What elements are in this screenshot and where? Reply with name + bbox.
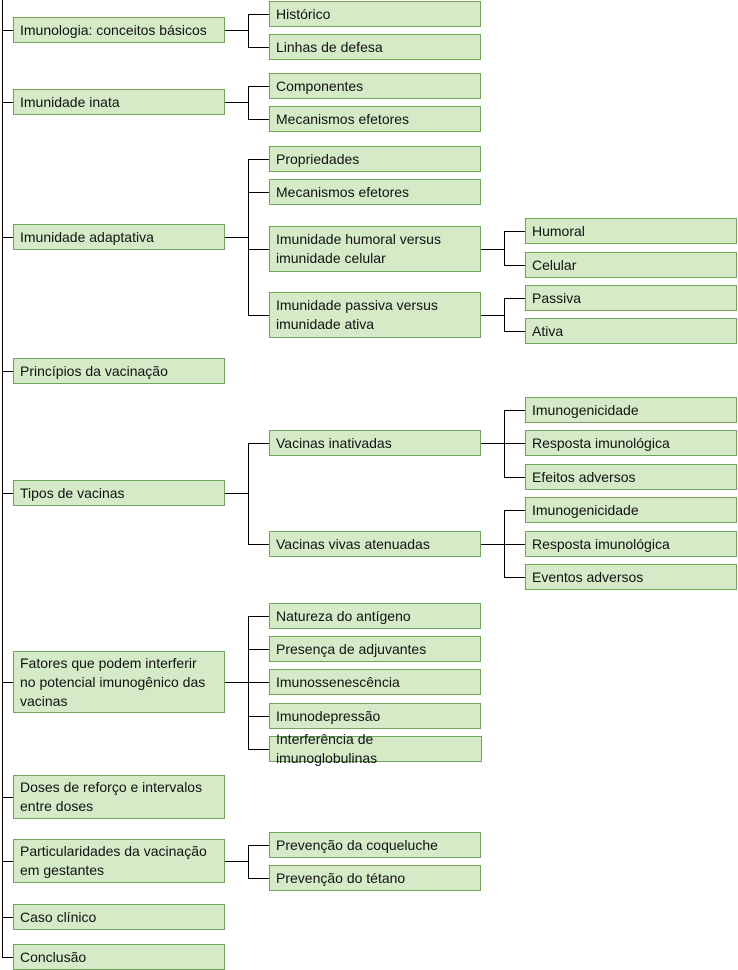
connector <box>504 231 525 232</box>
connector <box>2 237 13 238</box>
connector <box>248 249 269 250</box>
node-imunodepressao: Imunodepressão <box>269 703 481 729</box>
node-imunologia-conceitos-basicos: Imunologia: conceitos básicos <box>13 17 225 43</box>
node-historico: Histórico <box>269 1 481 27</box>
connector <box>248 159 269 160</box>
branch-spine <box>248 86 249 120</box>
connector <box>225 493 248 494</box>
connector <box>248 86 269 87</box>
branch-spine <box>248 845 249 879</box>
connector <box>248 682 269 683</box>
connector <box>504 544 525 545</box>
connector <box>2 682 13 683</box>
node-mecanismos-efetores: Mecanismos efetores <box>269 179 481 205</box>
connector <box>225 237 248 238</box>
node-linhas-de-defesa: Linhas de defesa <box>269 34 481 60</box>
connector <box>248 47 269 48</box>
connector <box>2 957 13 958</box>
node-vacinas-vivas-atenuadas: Vacinas vivas atenuadas <box>269 531 481 557</box>
connector <box>2 371 13 372</box>
node-interferencia-de-imunoglobulinas: Interferência de imunoglobulinas <box>269 736 482 762</box>
node-imunogenicidade: Imunogenicidade <box>525 397 737 423</box>
connector <box>504 265 525 266</box>
node-ativa: Ativa <box>525 318 737 344</box>
connector <box>504 510 525 511</box>
node-vacinas-inativadas: Vacinas inativadas <box>269 430 481 456</box>
connector <box>248 119 269 120</box>
connector <box>481 443 504 444</box>
connector <box>248 845 269 846</box>
branch-spine <box>248 14 249 48</box>
connector <box>504 443 525 444</box>
connector <box>504 477 525 478</box>
node-imunidade-adaptativa: Imunidade adaptativa <box>13 224 225 250</box>
node-eventos-adversos: Eventos adversos <box>525 564 737 590</box>
node-imunidade-inata: Imunidade inata <box>13 89 225 115</box>
connector <box>2 102 13 103</box>
connector <box>481 544 504 545</box>
node-caso-clinico: Caso clínico <box>13 904 225 930</box>
connector <box>2 797 13 798</box>
node-conclusao: Conclusão <box>13 944 225 970</box>
node-prevencao-do-tetano: Prevenção do tétano <box>269 865 481 891</box>
connector <box>504 331 525 332</box>
connector <box>248 616 269 617</box>
node-humoral: Humoral <box>525 218 737 244</box>
node-imunidade-passiva-versus-imunidade-ativa: Imunidade passiva versus imunidade ativa <box>269 292 481 338</box>
root-spine <box>2 0 3 957</box>
node-resposta-imunologica: Resposta imunológica <box>525 430 737 456</box>
connector <box>481 249 504 250</box>
connector <box>2 861 13 862</box>
connector <box>248 443 269 444</box>
node-imunidade-humoral-versus-imunidade-celular: Imunidade humoral versus imunidade celular <box>269 226 481 272</box>
connector <box>248 14 269 15</box>
connector <box>481 315 504 316</box>
branch-spine <box>248 159 249 316</box>
branch-spine <box>248 443 249 545</box>
node-doses-de-reforco-e-intervalos-entre-doses: Doses de reforço e intervalos entre doses <box>13 775 225 819</box>
connector <box>225 102 248 103</box>
connector <box>248 716 269 717</box>
node-imunogenicidade: Imunogenicidade <box>525 497 737 523</box>
node-celular: Celular <box>525 252 737 278</box>
node-particularidades-da-vacinacao-em-gestantes: Particularidades da vacinação em gestantes <box>13 839 225 883</box>
node-propriedades: Propriedades <box>269 146 481 172</box>
branch-spine <box>504 231 505 266</box>
connector <box>504 410 525 411</box>
connector <box>2 493 13 494</box>
node-tipos-de-vacinas: Tipos de vacinas <box>13 480 225 506</box>
node-presenca-de-adjuvantes: Presença de adjuvantes <box>269 636 481 662</box>
node-passiva: Passiva <box>525 285 737 311</box>
connector <box>248 192 269 193</box>
connector <box>248 749 269 750</box>
connector <box>248 544 269 545</box>
branch-spine <box>504 298 505 332</box>
connector <box>225 30 248 31</box>
node-componentes: Componentes <box>269 73 481 99</box>
connector <box>504 577 525 578</box>
connector <box>225 682 248 683</box>
node-efeitos-adversos: Efeitos adversos <box>525 464 737 490</box>
connector <box>2 30 13 31</box>
branch-spine <box>504 410 505 478</box>
connector <box>248 649 269 650</box>
node-fatores-que-podem-interferir-no-potencial-imunogenico-das-vacinas: Fatores que podem interferir no potencial imunogênico das vacinas <box>13 651 225 713</box>
node-prevencao-da-coqueluche: Prevenção da coqueluche <box>269 832 481 858</box>
node-mecanismos-efetores: Mecanismos efetores <box>269 106 481 132</box>
node-resposta-imunologica: Resposta imunológica <box>525 531 737 557</box>
connector <box>225 861 248 862</box>
branch-spine <box>248 616 249 750</box>
node-principios-da-vacinacao: Princípios da vacinação <box>13 358 225 384</box>
node-natureza-do-antigeno: Natureza do antígeno <box>269 603 481 629</box>
connector <box>248 878 269 879</box>
connector <box>2 917 13 918</box>
connector <box>504 298 525 299</box>
connector <box>248 315 269 316</box>
node-imunossenescencia: Imunossenescência <box>269 669 481 695</box>
